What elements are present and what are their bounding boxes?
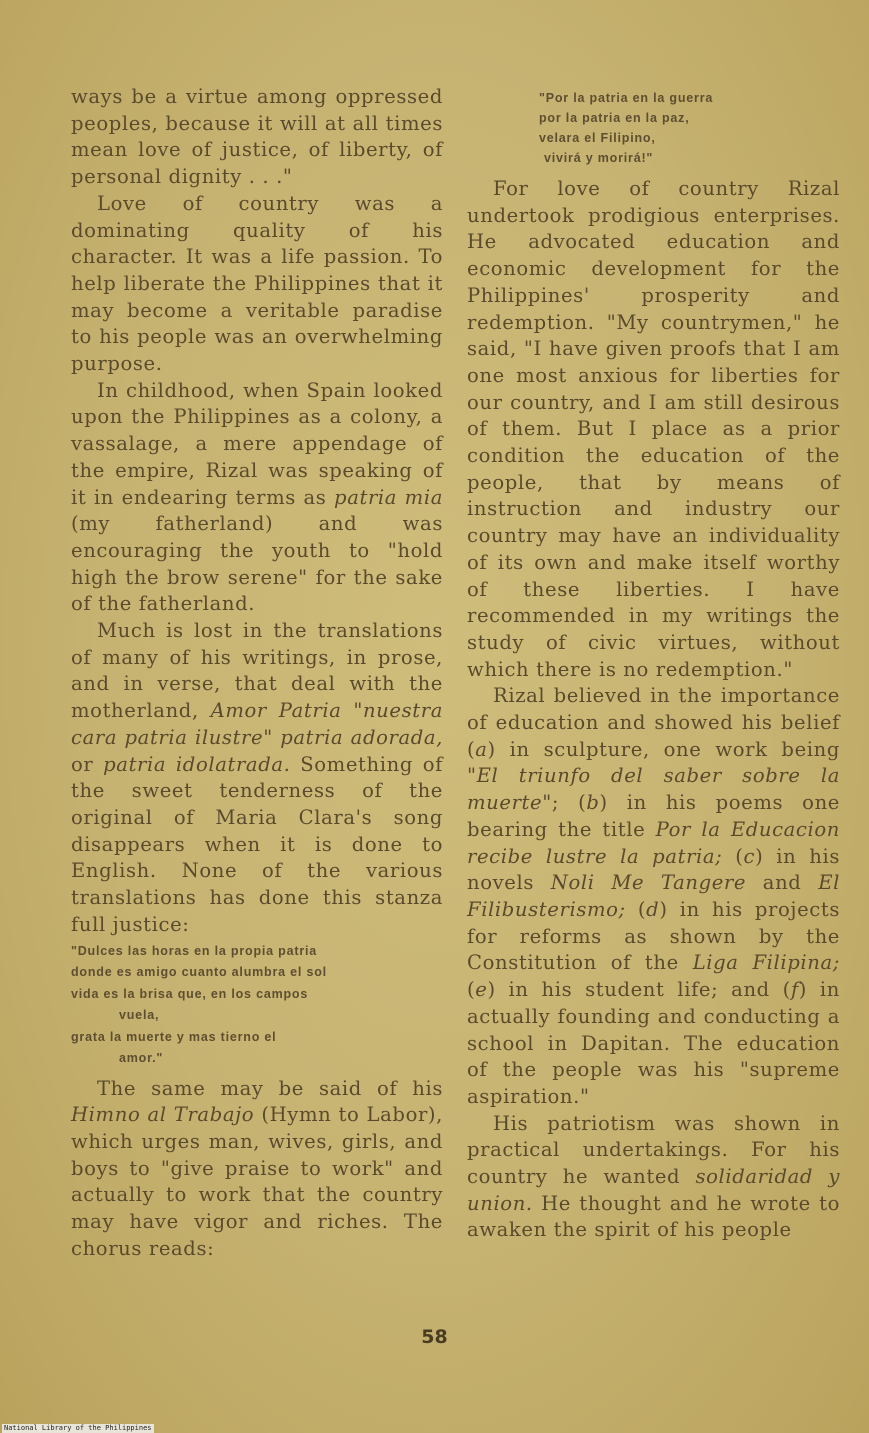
- text-run: Much is lost in the translations of many of his writings, in prose, and in verse, that deal with the motherland,: [71, 619, 443, 723]
- verse-line: vivirá y morirá!": [544, 151, 654, 165]
- paragraph: [71, 1076, 443, 1263]
- text-run: or: [71, 752, 104, 776]
- paragraph: Love of country was a dominating quality of his character. It was a life passion. To help liberate the Philippines that it may become a veritable paradise to his people was an overwhelming purpose.: [71, 191, 443, 376]
- verse-line: vuela,: [119, 1008, 160, 1022]
- text-run: His patriotism was shown in practical undertakings. For his country he wanted: [467, 1111, 840, 1189]
- paragraph: [467, 683, 840, 1110]
- text-run: (: [625, 897, 647, 921]
- verse-line: velara el Filipino,: [539, 131, 656, 145]
- text-run: ) in his novels: [467, 844, 840, 895]
- text-run: ) in sculpture, one work being ": [467, 737, 840, 788]
- verse-line: "Dulces las horas en la propia patria: [71, 943, 318, 958]
- right-column: [467, 88, 840, 1244]
- italic-text: a: [475, 737, 488, 761]
- text-run: "; (: [542, 791, 587, 815]
- italic-text: d: [646, 897, 660, 921]
- italic-text: e: [475, 978, 488, 1002]
- verse-line: vida es la brisa que, en los campos: [71, 986, 309, 1001]
- italic-text: Amor Patria "nuestra cara patria ilustre" patria adorada,: [71, 699, 443, 749]
- italic-text: b: [586, 791, 600, 815]
- italic-text: f: [790, 978, 799, 1002]
- italic-text: El triunfo del saber sobre la muerte: [467, 764, 840, 815]
- verse-line: grata la muerte y mas tierno el: [71, 1029, 277, 1044]
- text-run: ) in actually founding and conducting a school in Dapitan. The education of the people was his "supreme aspiration.": [467, 978, 840, 1108]
- paragraph: For love of country Rizal undertook prodigious enterprises. He advocated education and economic development for the Philippines' prosperity and redemption. "My countrymen," he said, "I have given proofs that I am one most anxious for liberties for our country, and I am still desirous of them. But I place as a prior condition the education of the people, that by means of instruction and industry our country may have an individuality of its own and make itself worthy of these liberties. I have recommended in my writings the study of civic virtues, without which there is no redemption.": [467, 177, 840, 681]
- text-run: ) in his projects for reforms as shown by the Constitution of the: [467, 897, 840, 975]
- italic-text: Noli Me Tangere: [550, 871, 747, 895]
- verse-line: amor.": [119, 1051, 164, 1065]
- page-number: 58: [421, 1326, 448, 1348]
- text-run: In childhood, when Spain looked upon the Philippines as a colony, a vassalage, a mere appendage of the empire, Rizal was speaking of it in endearing terms as: [71, 378, 443, 509]
- italic-text: Himno al Trabajo: [71, 1103, 255, 1127]
- library-footer: National Library of the Philippines: [4, 1424, 152, 1432]
- verse-line: "Por la patria en la guerra: [539, 91, 714, 105]
- paragraph: [467, 1111, 840, 1245]
- paragraph: [71, 378, 443, 618]
- text-run: (my fatherland) and was encouraging the youth to "hold high the brow serene" for the sake of the fatherland.: [71, 512, 443, 616]
- italic-text: patria idolatrada.: [103, 752, 291, 776]
- verse-line: donde es amigo cuanto alumbra el sol: [71, 965, 327, 979]
- left-column: [71, 84, 443, 1262]
- italic-text: patria mia: [334, 485, 443, 509]
- paragraph: [71, 618, 443, 938]
- italic-text: El Filibusterismo;: [467, 871, 840, 921]
- text-run: (Hymn to Labor), which urges man, wives, girls, and boys to "give praise to work" and actually to work that the country may have vigor and riches. The chorus reads:: [71, 1103, 444, 1260]
- verse-line: por la patria en la paz,: [539, 111, 690, 125]
- spanish-verse-stanza: [71, 941, 443, 1070]
- italic-text: solidaridad y union.: [467, 1165, 841, 1215]
- text-run: He thought and he wrote to awaken the spirit of his people: [467, 1191, 840, 1242]
- text-run: Rizal believed in the importance of education and showed his belief (: [467, 684, 840, 761]
- italic-text: c: [743, 844, 756, 868]
- text-run: ) in his student life; and (: [487, 978, 791, 1002]
- italic-text: Por la Educacion recibe lustre la patria;: [467, 817, 840, 868]
- text-run: and: [746, 871, 819, 895]
- text-run: Something of the sweet tenderness of the original of Maria Clara's song disappears when it is done to English. None of the various translations has done this stanza full justice:: [71, 752, 443, 936]
- paragraph: ways be a virtue among oppressed peoples, because it will at all times mean love of justice, of liberty, of personal dignity . . .": [71, 85, 443, 189]
- text-run: ) in his poems one bearing the title: [467, 791, 840, 841]
- text-run: (: [722, 844, 744, 868]
- chorus-verse: [539, 88, 840, 168]
- text-run: The same may be said of his: [97, 1076, 443, 1100]
- italic-text: Liga Filipina;: [692, 951, 840, 975]
- text-run: (: [467, 978, 476, 1002]
